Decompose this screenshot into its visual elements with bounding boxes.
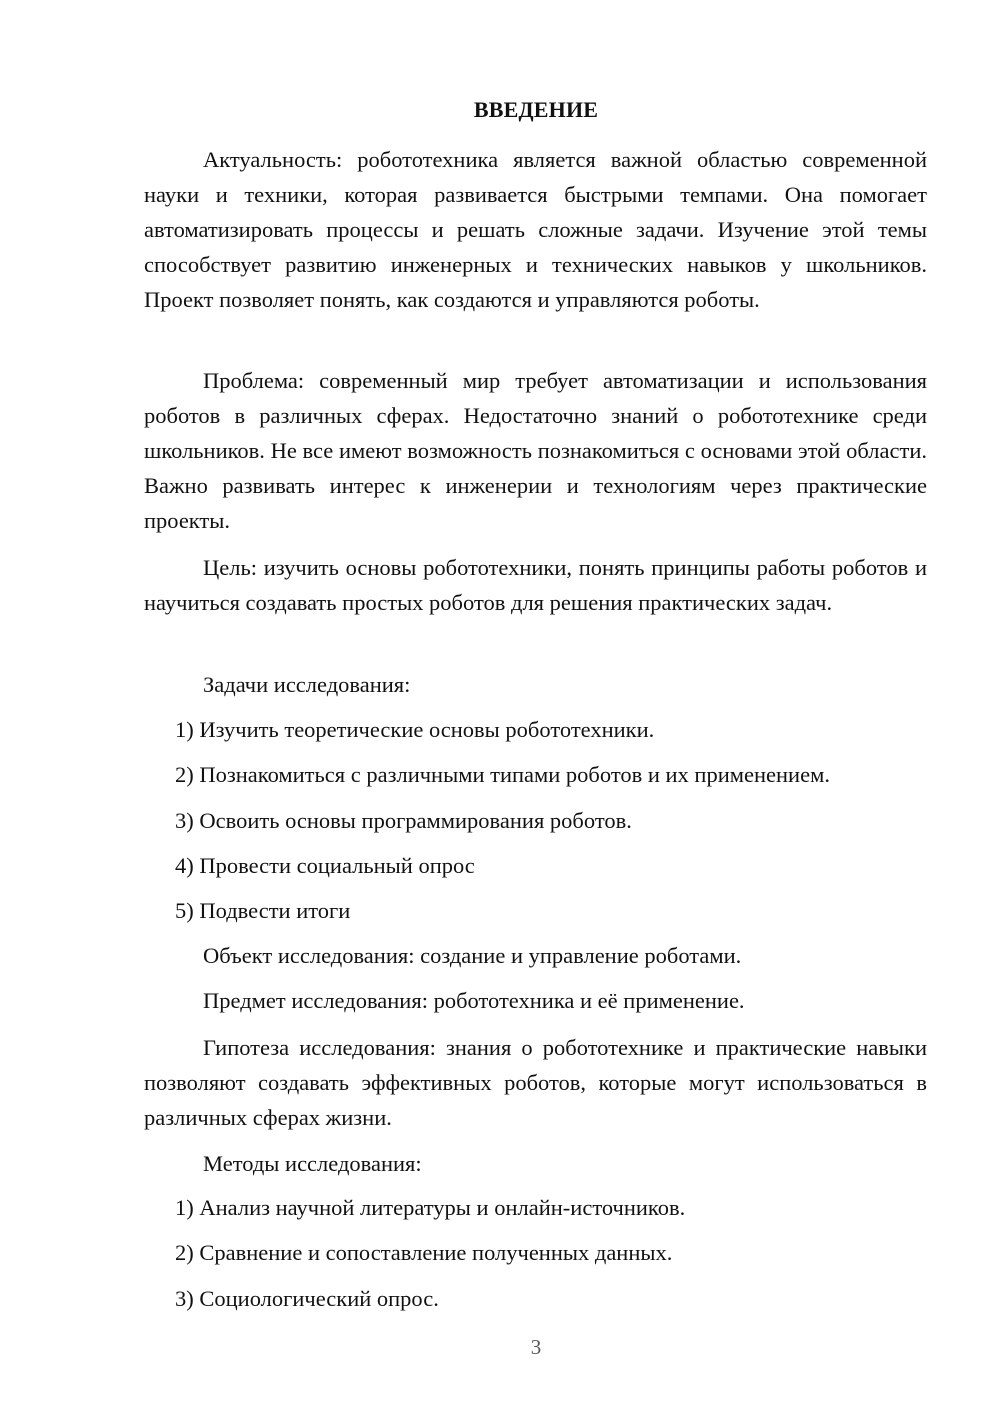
research-object: Объект исследования: создание и управление роботами.: [203, 943, 742, 968]
task-item-1: 1) Изучить теоретические основы робототехники.: [175, 717, 655, 742]
method-item-2: 2) Сравнение и сопоставление полученных данных.: [175, 1240, 673, 1265]
goal-paragraph: Цель: изучить основы робототехники, понять принципы работы роботов и научиться создавать простых роботов для решения практических задач.: [144, 555, 927, 615]
problem-paragraph: Проблема: современный мир требует автоматизации и использования роботов в различных сферах. Недостаточно знаний о робототехнике среди школьников. Не все имеют возможность познакомиться с основами этой области. Важно развивать интерес к инженерии и технологиям через практические проекты.: [144, 368, 927, 533]
task-item-4: 4) Провести социальный опрос: [175, 853, 475, 878]
hypothesis-paragraph: Гипотеза исследования: знания о робототехнике и практические навыки позволяют создавать эффективных роботов, которые могут использоваться в различных сферах жизни.: [144, 1035, 927, 1130]
tasks-heading: Задачи исследования:: [203, 672, 411, 697]
method-item-3: 3) Социологический опрос.: [175, 1286, 439, 1311]
page-number: 3: [530, 1335, 542, 1359]
page-title: ВВЕДЕНИЕ: [473, 97, 599, 122]
task-item-2: 2) Познакомиться с различными типами роботов и их применением.: [175, 762, 830, 787]
methods-heading: Методы исследования:: [203, 1151, 422, 1176]
method-item-1: 1) Анализ научной литературы и онлайн-источников.: [175, 1195, 686, 1220]
research-subject: Предмет исследования: робототехника и её применение.: [203, 988, 745, 1013]
task-item-3: 3) Освоить основы программирования роботов.: [175, 808, 632, 833]
task-item-5: 5) Подвести итоги: [175, 898, 351, 923]
relevance-paragraph: Актуальность: робототехника является важной областью современной науки и техники, которая развивается быстрыми темпами. Она помогает автоматизировать процессы и решать сложные задачи. Изучение этой темы способствует развитию инженерных и технических навыков у школьников. Проект позволяет понять, как создаются и управляются роботы.: [144, 147, 927, 312]
